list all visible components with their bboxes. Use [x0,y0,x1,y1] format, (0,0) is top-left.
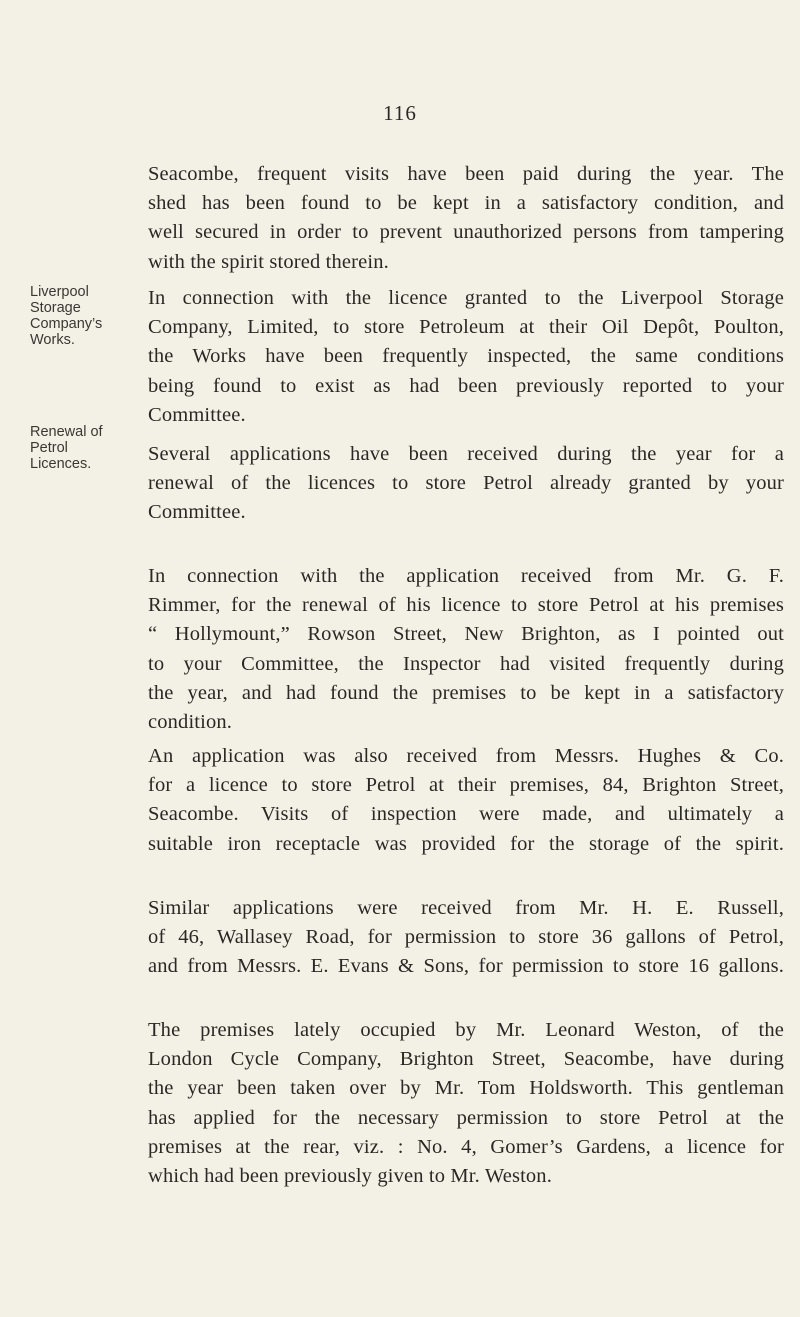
margin-note-line: Liverpool [30,284,89,300]
text-line: being found to exist as had been previously reported to your [148,374,784,397]
margin-note-line: Works. [30,332,75,348]
text-line: London Cycle Company, Brighton Street, Seacombe, have during [148,1048,784,1071]
text-line: to your Committee, the Inspector had visited frequently during [148,652,784,675]
paragraph-similar-applications [148,894,784,982]
text-line: Seacombe, frequent visits have been paid during the year. The [148,163,784,185]
text-line: premises at the rear, viz. : No. 4, Gomer’s Gardens, a licence for [148,1135,784,1158]
text-line: “ Hollymount,” Rowson Street, New Brighton, as I pointed out [148,623,784,646]
paragraph-seacombe-shed [148,160,784,277]
paragraph-rimmer-application [148,562,784,737]
text-line: In connection with the licence granted to the Liverpool Storage [148,287,784,309]
page-number: 116 [383,101,417,125]
margin-note-line: Company’s [30,316,103,332]
margin-note-line: Licences. [30,456,92,472]
text-line: well secured in order to prevent unauthorized persons from tampering [148,221,784,244]
text-line: Company, Limited, to store Petroleum at their Oil Depôt, Poulton, [148,316,784,339]
text-line: An application was also received from Messrs. Hughes & Co. [148,745,784,767]
text-line: Committee. [148,403,246,426]
margin-note-liverpool-storage [30,284,125,348]
paragraph-liverpool-storage [148,284,784,430]
paragraph-hughes-application [148,742,784,859]
margin-note-renewal-petrol-licences [30,424,125,472]
text-line: Seacombe. Visits of inspection were made, and ultimately a [148,803,784,826]
margin-note-line: Renewal of [30,424,103,440]
text-line: In connection with the application received from Mr. G. F. [148,565,784,587]
margin-note-line: Storage [30,300,81,316]
text-line: of 46, Wallasey Road, for permission to store 36 gallons of Petrol, [148,926,784,949]
text-line: has applied for the necessary permission to store Petrol at the [148,1106,784,1129]
text-line: suitable iron receptacle was provided for the storage of the spirit. [148,832,784,855]
text-line: condition. [148,711,233,734]
text-line: Rimmer, for the renewal of his licence to store Petrol at his premises [148,594,784,617]
text-line: Several applications have been received during the year for a [148,443,784,465]
text-line: the Works have been frequently inspected, the same conditions [148,345,784,368]
text-line: Committee. [148,501,246,524]
text-line: for a licence to store Petrol at their premises, 84, Brighton Street, [148,774,784,797]
text-line: which had been previously given to Mr. Weston. [148,1165,552,1188]
text-line: renewal of the licences to store Petrol already granted by your [148,472,784,495]
text-line: Similar applications were received from Mr. H. E. Russell, [148,897,784,919]
margin-note-line: Petrol [30,440,68,456]
text-line: shed has been found to be kept in a satisfactory condition, and [148,192,784,215]
paragraph-renewal-applications [148,440,784,528]
text-line: the year, and had found the premises to be kept in a satisfactory [148,681,784,704]
text-line: The premises lately occupied by Mr. Leonard Weston, of the [148,1019,784,1041]
text-line: with the spirit stored therein. [148,250,389,273]
text-line: the year been taken over by Mr. Tom Holdsworth. This gentleman [148,1077,784,1100]
paragraph-weston-premises [148,1016,784,1191]
text-line: and from Messrs. E. Evans & Sons, for permission to store 16 gallons. [148,955,784,978]
